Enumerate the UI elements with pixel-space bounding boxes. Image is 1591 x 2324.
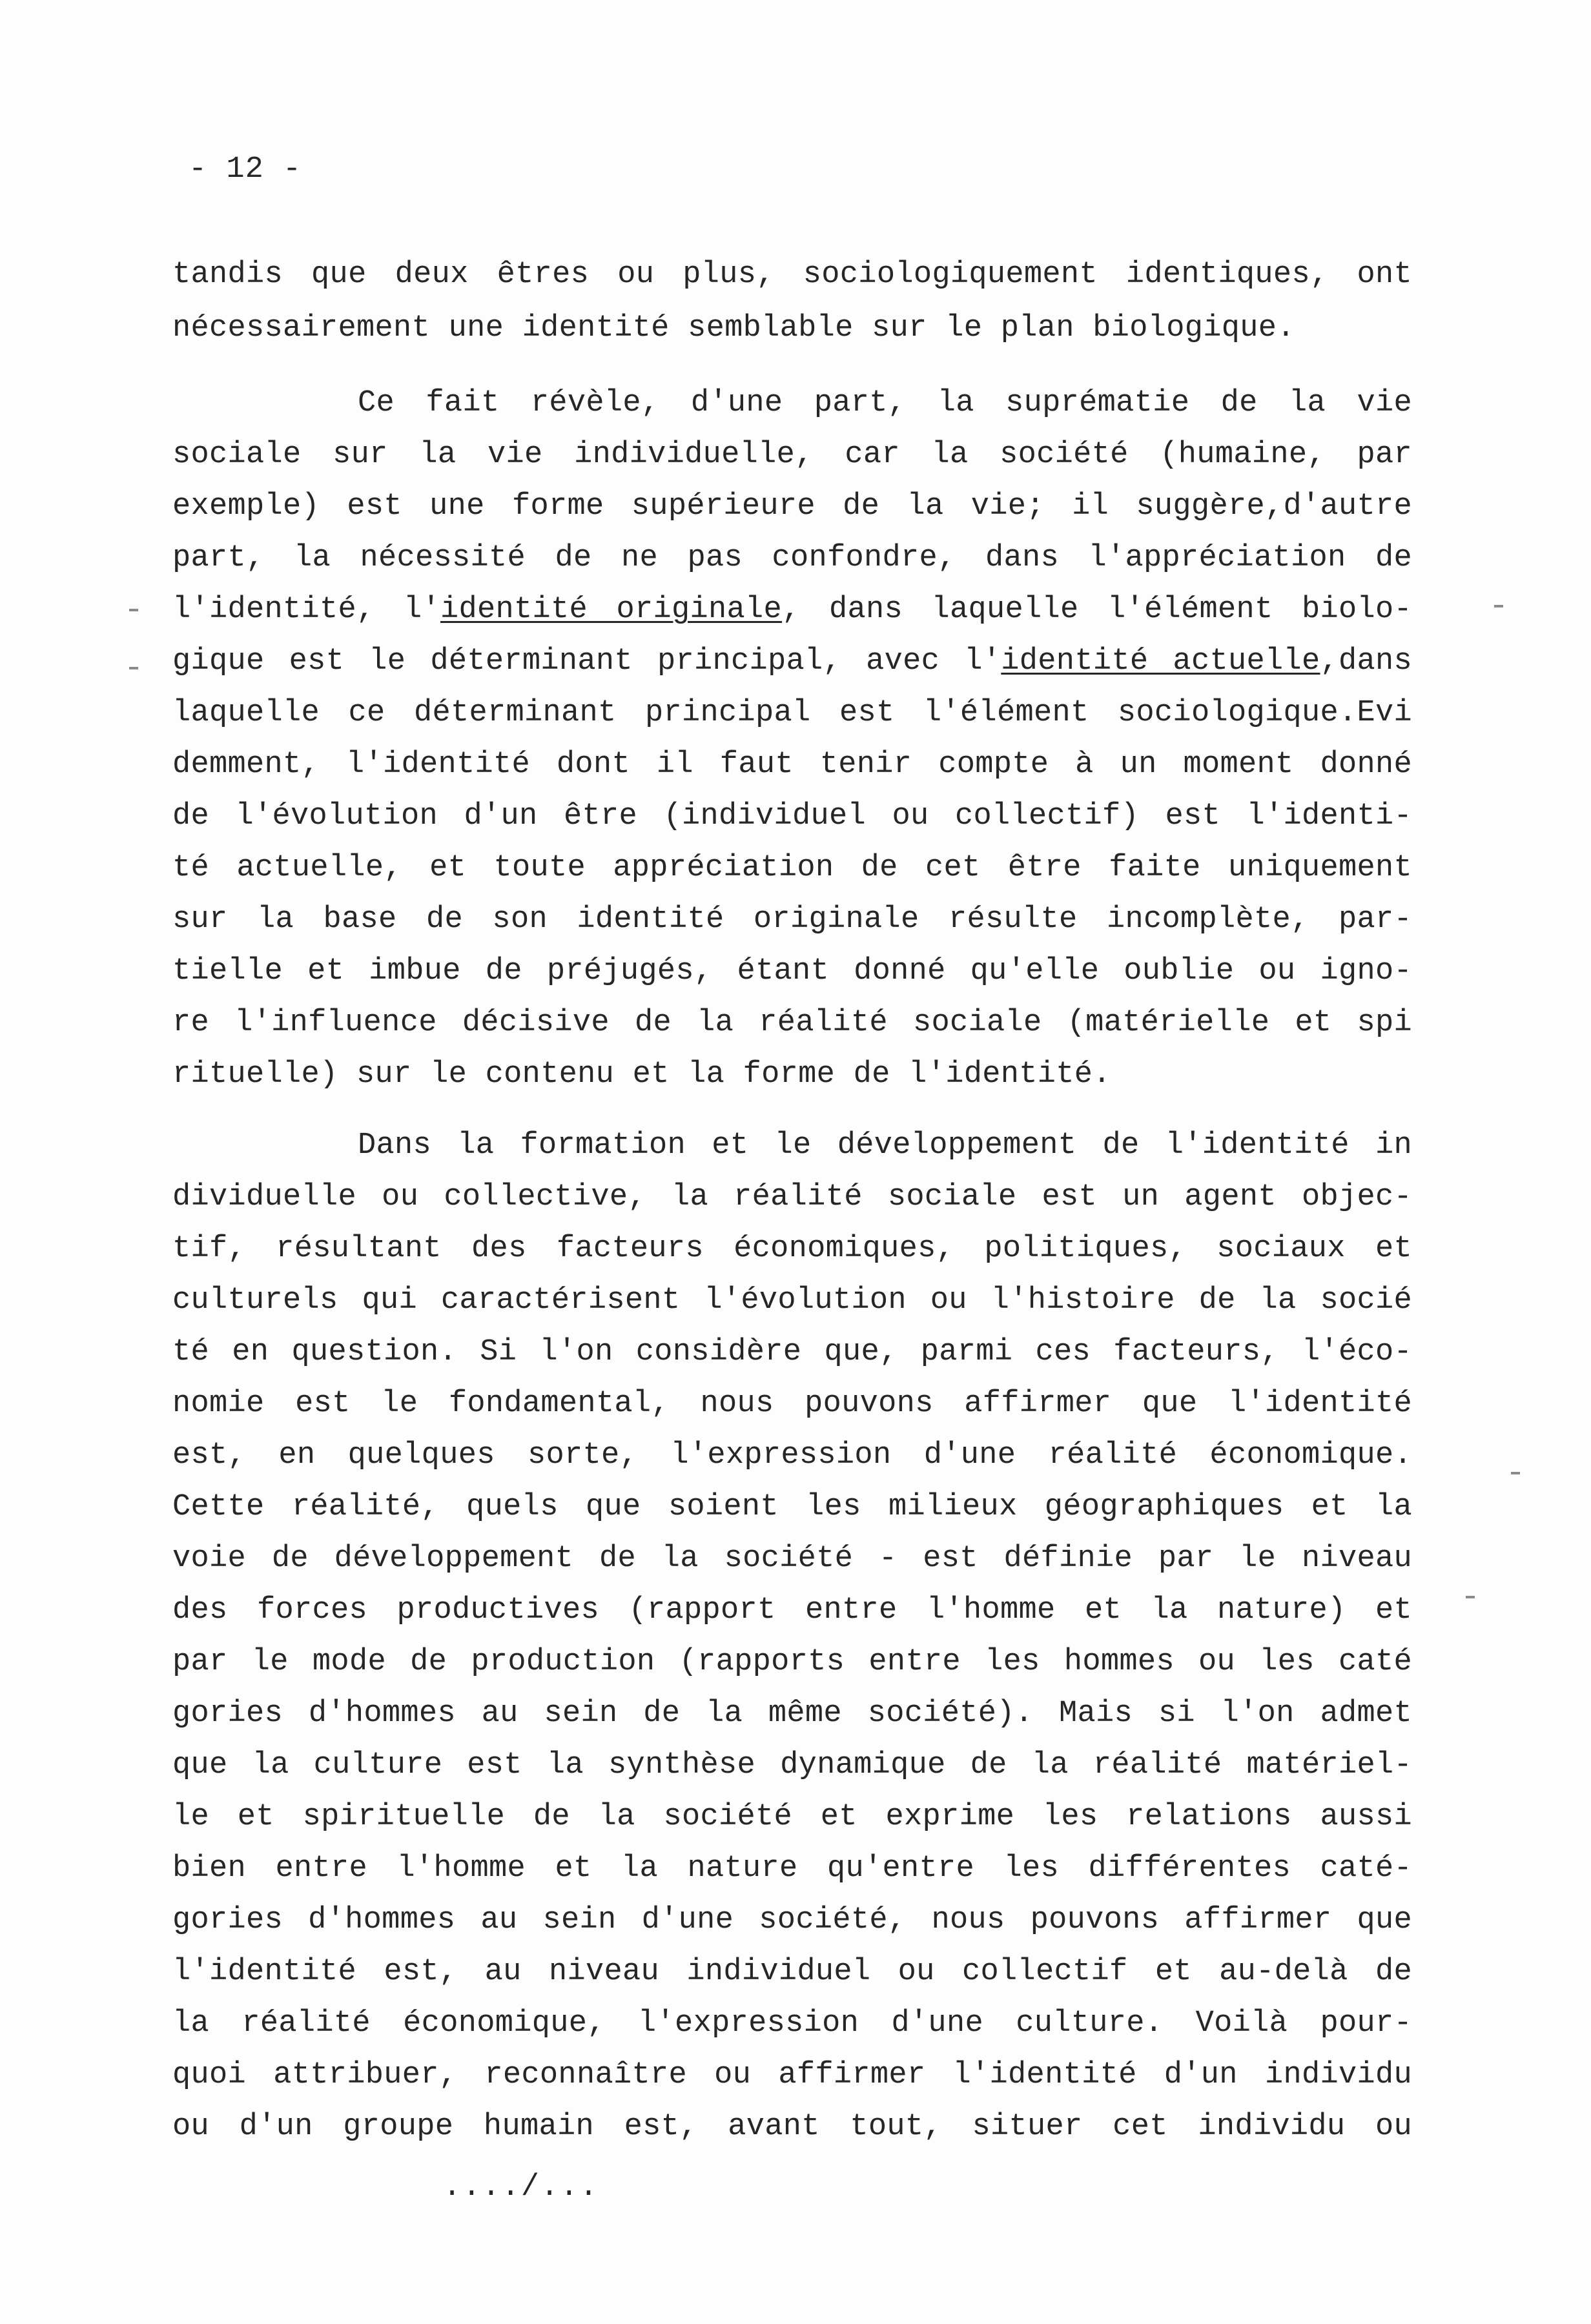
- text-line: sur la base de son identité originale résulte incomplète, par-: [172, 902, 1412, 937]
- text-fragment: ,dans: [1320, 644, 1413, 678]
- text-line: quoi attribuer, reconnaître ou affirmer l'identité d'un individu: [172, 2058, 1412, 2092]
- text-line: tielle et imbue de préjugés, étant donné qu'elle oublie ou igno-: [172, 954, 1412, 988]
- text-line: que la culture est la synthèse dynamique de la réalité matériel-: [172, 1748, 1412, 1782]
- text-fragment: , dans laquelle l'élément biolo-: [782, 593, 1412, 627]
- text-line: rituelle) sur le contenu et la forme de l'identité.: [172, 1057, 1111, 1092]
- text-line: Ce fait révèle, d'une part, la suprématie de la vie: [358, 386, 1412, 420]
- text-line: par le mode de production (rapports entre les hommes ou les caté: [172, 1645, 1412, 1679]
- text-line: Dans la formation et le développement de l'identité in: [358, 1128, 1412, 1163]
- margin-speck: [129, 667, 138, 669]
- text-line: ou d'un groupe humain est, avant tout, situer cet individu ou: [172, 2110, 1412, 2144]
- text-line: tif, résultant des facteurs économiques, politiques, sociaux et: [172, 1232, 1412, 1266]
- text-line: dividuelle ou collective, la réalité sociale est un agent objec-: [172, 1180, 1412, 1214]
- margin-speck: [1494, 605, 1503, 607]
- text-line: l'identité est, au niveau individuel ou collectif et au-delà de: [172, 1955, 1412, 1989]
- continuation-marker: ..../...: [443, 2170, 599, 2205]
- text-fragment: gique est le déterminant principal, avec l': [172, 644, 1001, 678]
- margin-speck: [1466, 1596, 1475, 1598]
- text-line: nomie est le fondamental, nous pouvons affirmer que l'identité: [172, 1387, 1412, 1421]
- text-line: Cette réalité, quels que soient les milieux géographiques et la: [172, 1490, 1412, 1524]
- text-line: re l'influence décisive de la réalité sociale (matérielle et spi: [172, 1006, 1412, 1040]
- text-line: exemple) est une forme supérieure de la vie; il suggère,d'autre: [172, 489, 1412, 524]
- text-line: té actuelle, et toute appréciation de cet être faite uniquement: [172, 851, 1412, 885]
- text-line: nécessairement une identité semblable sur le plan biologique.: [172, 311, 1295, 345]
- text-line: sociale sur la vie individuelle, car la société (humaine, par: [172, 438, 1412, 472]
- text-line: est, en quelques sorte, l'expression d'une réalité économique.: [172, 1438, 1412, 1473]
- text-line: tandis que deux êtres ou plus, sociologiquement identiques, ont: [172, 258, 1412, 292]
- text-line: laquelle ce déterminant principal est l'élément sociologique.Evi: [172, 696, 1412, 730]
- text-line: culturels qui caractérisent l'évolution ou l'histoire de la socié: [172, 1283, 1412, 1318]
- text-fragment: l'identité, l': [172, 593, 441, 627]
- text-line: [172, 644, 1412, 680]
- text-line: le et spirituelle de la société et exprime les relations aussi: [172, 1800, 1412, 1834]
- text-line: la réalité économique, l'expression d'une culture. Voilà pour-: [172, 2006, 1412, 2041]
- text-line: té en question. Si l'on considère que, parmi ces facteurs, l'éco-: [172, 1335, 1412, 1369]
- text-line: bien entre l'homme et la nature qu'entre les différentes caté-: [172, 1851, 1412, 1886]
- margin-speck: [129, 609, 138, 611]
- text-line: demment, l'identité dont il faut tenir compte à un moment donné: [172, 748, 1412, 782]
- text-line: voie de développement de la société - est définie par le niveau: [172, 1542, 1412, 1576]
- text-line: gories d'hommes au sein d'une société, nous pouvons affirmer que: [172, 1903, 1412, 1937]
- margin-speck: [1511, 1472, 1520, 1474]
- underlined-term: identité actuelle: [1001, 644, 1320, 678]
- text-line: des forces productives (rapport entre l'homme et la nature) et: [172, 1593, 1412, 1627]
- text-line: [172, 592, 1412, 628]
- page-number: - 12 -: [189, 152, 302, 187]
- underlined-term: identité originale: [440, 593, 783, 627]
- text-line: part, la nécessité de ne pas confondre, dans l'appréciation de: [172, 541, 1412, 575]
- text-line: de l'évolution d'un être (individuel ou collectif) est l'identi-: [172, 799, 1412, 833]
- text-line: gories d'hommes au sein de la même société). Mais si l'on admet: [172, 1697, 1412, 1731]
